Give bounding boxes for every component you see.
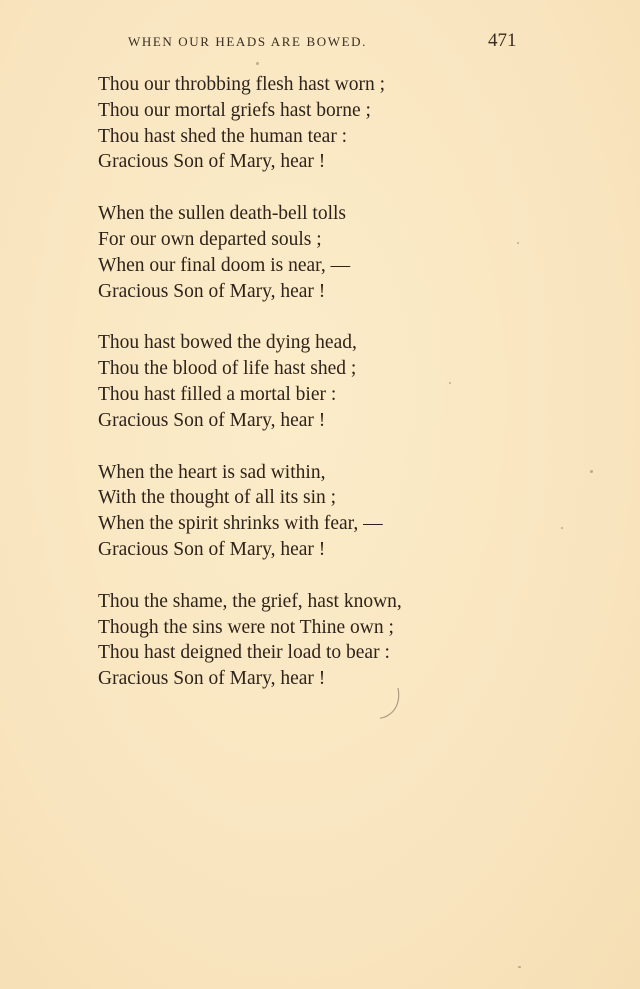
poem-line: For our own departed souls ;	[98, 228, 322, 250]
poem-line: Thou our throbbing flesh hast worn ;	[98, 74, 386, 95]
stanza-3	[98, 330, 538, 433]
poem-line: With the thought of all its sin ;	[98, 487, 337, 509]
stanza-5	[98, 589, 538, 692]
poem-line: Gracious Son of Mary, hear !	[98, 409, 326, 431]
paper-speck	[517, 242, 519, 244]
poem-line: When the spirit shrinks with fear, —	[98, 513, 383, 535]
paper-speck	[256, 62, 259, 65]
paper-speck	[561, 527, 563, 529]
poem-line: Though the sins were not Thine own ;	[98, 616, 394, 638]
poem-line: Thou the shame, the grief, hast known,	[98, 590, 402, 612]
paper-speck	[518, 966, 521, 968]
poem	[98, 72, 538, 718]
paper-speck	[590, 470, 593, 473]
paper-speck	[449, 382, 451, 384]
poem-line: Gracious Son of Mary, hear !	[98, 668, 326, 690]
poem-line: Gracious Son of Mary, hear !	[98, 151, 326, 173]
poem-line: Gracious Son of Mary, hear !	[98, 280, 326, 302]
poem-line: Thou hast shed the human tear :	[98, 125, 348, 147]
page-number: 471	[488, 30, 517, 51]
stanza-2	[98, 201, 538, 304]
pencil-mark-icon	[378, 684, 404, 720]
poem-line: Gracious Son of Mary, hear !	[98, 538, 326, 560]
poem-line: Thou the blood of life hast shed ;	[98, 358, 357, 380]
poem-line: Thou our mortal griefs hast borne ;	[98, 99, 371, 121]
poem-line: When the heart is sad within,	[98, 461, 326, 483]
running-title: WHEN OUR HEADS ARE BOWED.	[128, 34, 367, 49]
poem-line: When our final doom is near, —	[98, 254, 351, 276]
poem-line: Thou hast deigned their load to bear :	[98, 642, 390, 664]
poem-line: Thou hast filled a mortal bier :	[98, 383, 337, 405]
poem-line: When the sullen death-bell tolls	[98, 203, 347, 225]
poem-line: Thou hast bowed the dying head,	[98, 332, 357, 354]
stanza-1	[98, 72, 538, 175]
stanza-4	[98, 460, 538, 563]
